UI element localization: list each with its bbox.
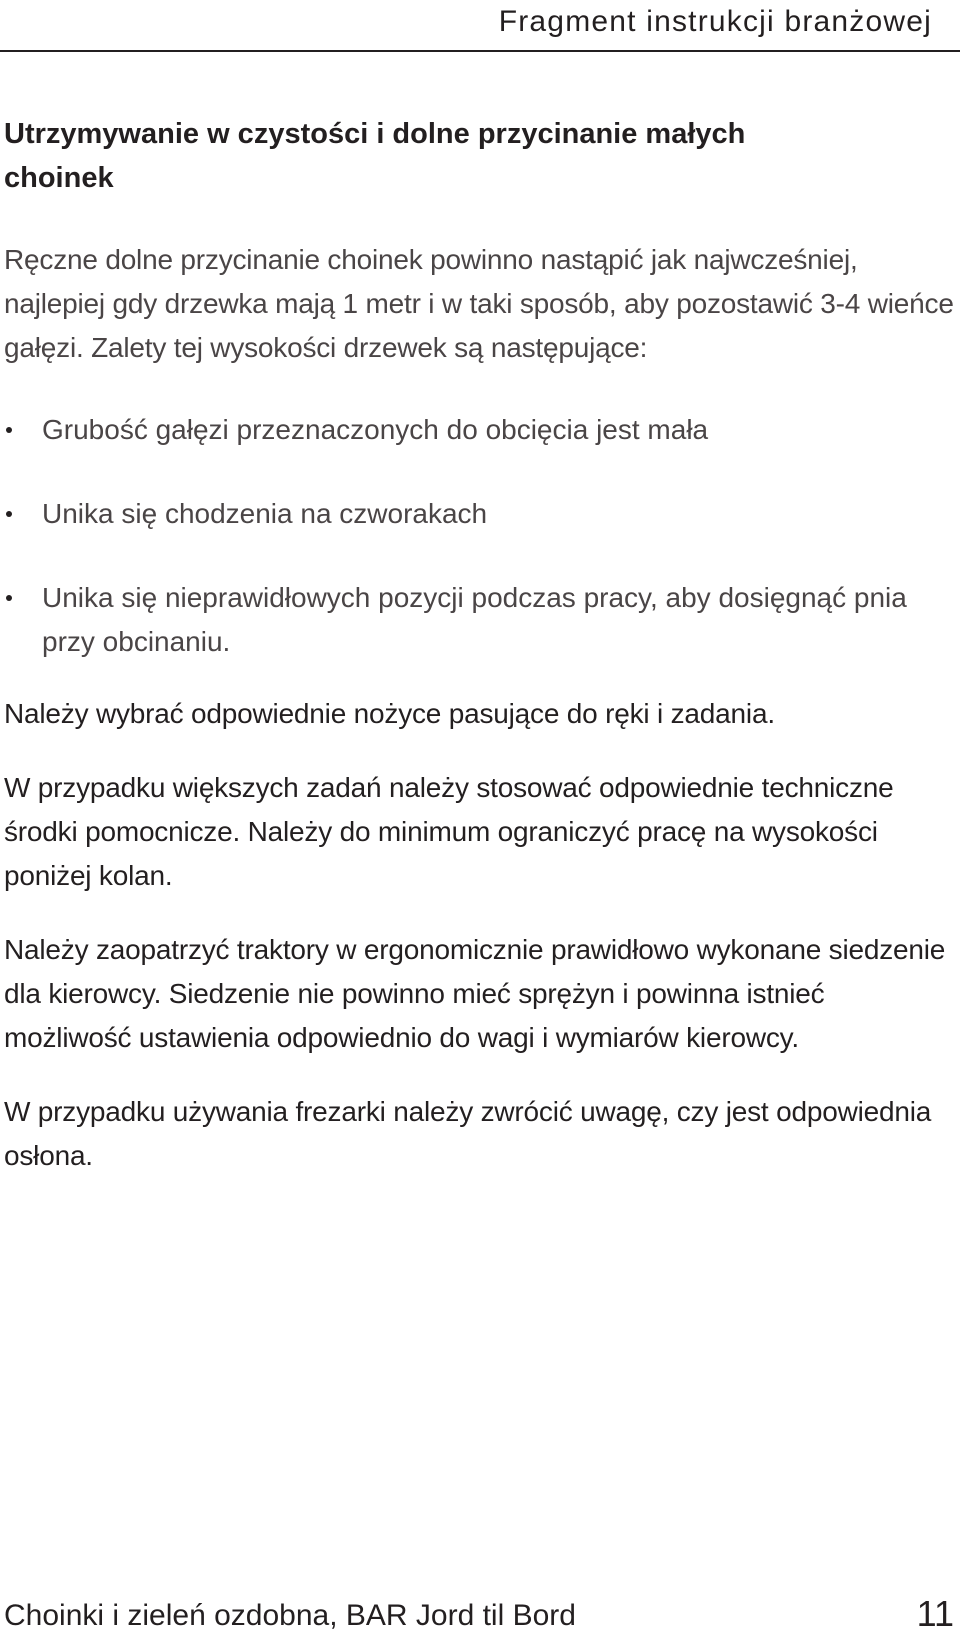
page-number: 11 — [916, 1593, 954, 1634]
paragraph-technical-aids: W przypadku większych zadań należy stosować odpowiednie techniczne środki pomocnicze. Należy do minimum ograniczyć pracę na wysokości poniżej kolan. — [4, 772, 894, 891]
footer-title: Choinki i zieleń ozdobna, BAR Jord til Bord — [4, 1599, 576, 1632]
paragraph-shears: Należy wybrać odpowiednie nożyce pasujące do ręki i zadania. — [4, 698, 775, 729]
section-heading — [4, 112, 954, 200]
bullet-icon — [6, 511, 12, 517]
page-header — [0, 0, 960, 52]
list-item-text: Unika się chodzenia na czworakach — [42, 498, 488, 529]
list-item — [4, 576, 954, 664]
list-item-text: Grubość gałęzi przeznaczonych do obcięcia jest mała — [42, 414, 709, 445]
section-heading-line-2: choinek — [4, 162, 114, 194]
bullet-icon — [6, 427, 12, 433]
list-item-text: Unika się nieprawidłowych pozycji podczas pracy, aby dosięgnąć pnia przy obcinaniu. — [42, 582, 907, 657]
paragraph-tractor-seat: Należy zaopatrzyć traktory w ergonomicznie prawidłowo wykonane siedzenie dla kierowcy. Siedzenie nie powinno mieć sprężyn i powinna istnieć możliwość ustawienia odpowiednio do wagi i wymiarów kierowcy. — [4, 934, 946, 1053]
paragraph-milling-guard: W przypadku używania frezarki należy zwrócić uwagę, czy jest odpowiednia osłona. — [4, 1096, 932, 1171]
section-heading-line-1: Utrzymywanie w czystości i dolne przycinanie małych — [4, 118, 746, 150]
bullet-icon — [6, 595, 12, 601]
list-item — [4, 408, 954, 452]
intro-paragraph: Ręczne dolne przycinanie choinek powinno nastąpić jak najwcześniej, najlepiej gdy drzewka mają 1 metr i w taki sposób, aby pozostawić 3-4 wieńce gałęzi. Zalety tej wysokości drzewek są następujące: — [4, 244, 954, 363]
main-content — [4, 112, 954, 1178]
list-item — [4, 492, 954, 536]
advantages-list — [4, 408, 954, 664]
page-footer — [0, 1588, 960, 1643]
header-title: Fragment instrukcji branżowej — [498, 5, 932, 38]
